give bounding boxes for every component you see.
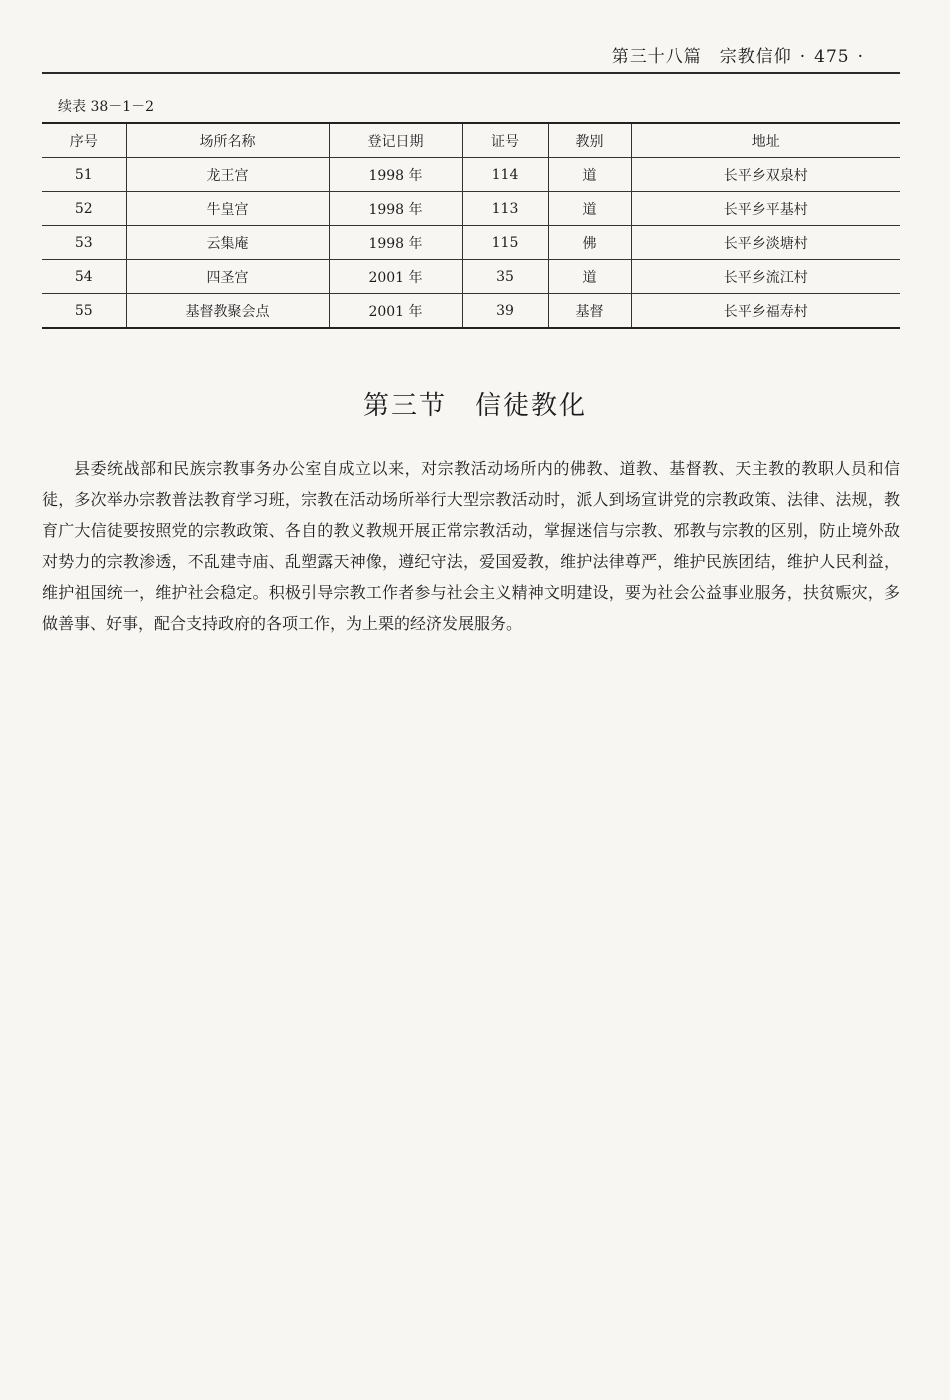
cell-registration-date: 1998 年	[329, 158, 462, 192]
cell-address: 长平乡淡塘村	[631, 226, 900, 260]
cell-number: 53	[42, 226, 126, 260]
cell-address: 长平乡福寿村	[631, 294, 900, 329]
cell-certificate-no: 35	[462, 260, 548, 294]
cell-site-name: 牛皇宫	[126, 192, 329, 226]
col-header-certificate-no: 证号	[462, 123, 548, 158]
cell-religion: 道	[548, 192, 631, 226]
cell-site-name: 龙王宫	[126, 158, 329, 192]
cell-certificate-no: 39	[462, 294, 548, 329]
cell-number: 52	[42, 192, 126, 226]
cell-religion: 道	[548, 158, 631, 192]
cell-site-name: 基督教聚会点	[126, 294, 329, 329]
table-header-row	[42, 123, 900, 158]
table-caption: 续表 38－1－2	[58, 99, 155, 115]
col-header-registration-date: 登记日期	[329, 123, 462, 158]
table-row	[42, 192, 900, 226]
section-title: 第三节 信徒教化	[362, 391, 587, 421]
table-row	[42, 158, 900, 192]
cell-number: 54	[42, 260, 126, 294]
body-paragraph: 县委统战部和民族宗教事务办公室自成立以来，对宗教活动场所内的佛教、道教、基督教、天主教的教职人员和信徒，多次举办宗教普法教育学习班，宗教在活动场所举行大型宗教活动时，派人到场宣讲党的宗教政策、法律、法规，教育广大信徒要按照党的宗教政策、各自的教义教规开展正常宗教活动，掌握迷信与宗教、邪教与宗教的区别，防止境外敌对势力的宗教渗透，不乱建寺庙、乱塑露天神像，遵纪守法，爱国爱教，维护法律尊严，维护民族团结，维护人民利益，维护祖国统一，维护社会稳定。积极引导宗教工作者参与社会主义精神文明建设，要为社会公益事业服务，扶贫赈灾，多做善事、好事，配合支持政府的各项工作，为上栗的经济发展服务。	[42, 459, 900, 633]
col-header-religion: 教别	[548, 123, 631, 158]
cell-certificate-no: 114	[462, 158, 548, 192]
cell-registration-date: 2001 年	[329, 260, 462, 294]
col-header-address: 地址	[631, 123, 900, 158]
table-row	[42, 260, 900, 294]
col-header-site-name: 场所名称	[126, 123, 329, 158]
cell-certificate-no: 115	[462, 226, 548, 260]
part-number: 第三十八篇	[611, 47, 702, 67]
cell-certificate-no: 113	[462, 192, 548, 226]
cell-registration-date: 1998 年	[329, 226, 462, 260]
col-header-number: 序号	[42, 123, 126, 158]
cell-registration-date: 1998 年	[329, 192, 462, 226]
cell-religion: 佛	[548, 226, 631, 260]
cell-address: 长平乡流江村	[631, 260, 900, 294]
cell-religion: 基督	[548, 294, 631, 329]
religious-sites-table	[42, 122, 900, 329]
cell-address: 长平乡平基村	[631, 192, 900, 226]
cell-address: 长平乡双泉村	[631, 158, 900, 192]
part-title: 宗教信仰	[719, 47, 792, 67]
cell-site-name: 四圣宫	[126, 260, 329, 294]
cell-number: 51	[42, 158, 126, 192]
cell-site-name: 云集庵	[126, 226, 329, 260]
cell-number: 55	[42, 294, 126, 329]
table-row	[42, 294, 900, 329]
running-header-text: 第三十八篇 宗教信仰 · 475 ·	[611, 47, 864, 67]
cell-registration-date: 2001 年	[329, 294, 462, 329]
table-row	[42, 226, 900, 260]
cell-religion: 道	[548, 260, 631, 294]
page-number: 475	[814, 47, 850, 67]
running-header	[42, 38, 900, 74]
